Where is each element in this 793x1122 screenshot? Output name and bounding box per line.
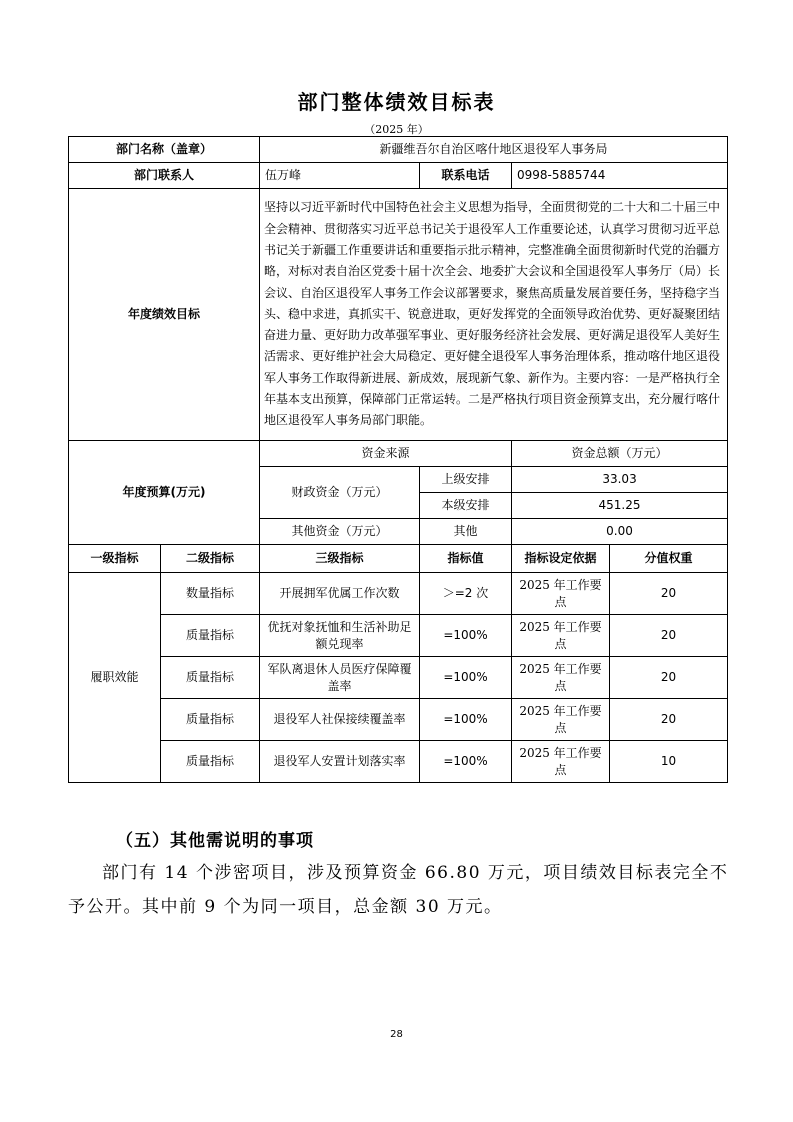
indicator-row [69,573,728,615]
basis-cell: 2025 年工作要点 [512,615,610,657]
contact-label: 部门联系人 [69,163,260,189]
header-basis: 指标设定依据 [512,545,610,573]
basis-cell: 2025 年工作要点 [512,741,610,783]
indicator-row [69,657,728,699]
dept-name-label: 部门名称（盖章） [69,137,260,163]
weight-cell: 20 [610,657,728,699]
phone-value: 0998-5885744 [512,163,728,189]
goal-label: 年度绩效目标 [69,189,260,441]
level2-cell: 质量指标 [161,699,260,741]
local-value: 451.25 [512,493,728,519]
page-number: 28 [390,1029,403,1040]
weight-cell: 20 [610,573,728,615]
goal-row [69,189,728,441]
goal-text: 坚持以习近平新时代中国特色社会主义思想为指导，全面贯彻党的二十大和二十届三中全会精神、贯彻落实习近平总书记关于退役军人工作重要论述，认真学习贯彻习近平总书记关于新疆工作重要讲话和重要指示批示精神，完整准确全面贯彻新时代党的治疆方略，对标对表自治区党委十届十次全会、地委扩大会议和全国退役军人事务厅（局）长会议、自治区退役军人事务工作会议部署要求，聚焦高质量发展首要任务，坚持稳字当头、稳中求进，真抓实干、锐意进取，更好发挥党的全面领导政治优势、更好凝聚团结奋进力量、更好助力改革强军事业、更好服务经济社会发展、更好满足退役军人美好生活需求、更好维护社会大局稳定、更好健全退役军人事务治理体系，推动喀什地区退役军人事务工作取得新进展、新成效，展现新气象、新作为。主要内容：一是严格执行全年基本支出预算，保障部门正常运转。二是严格执行项目资金预算支出，充分履行喀什地区退役军人事务局部门职能。 [260,189,728,441]
level3-cell: 优抚对象抚恤和生活补助足额兑现率 [260,615,420,657]
header-level2: 二级指标 [161,545,260,573]
other-sub-label: 其他 [420,519,512,545]
indicator-header-row [69,545,728,573]
fiscal-label: 财政资金（万元） [260,467,420,519]
indicator-row [69,699,728,741]
upper-value: 33.03 [512,467,728,493]
header-level1: 一级指标 [69,545,161,573]
other-value: 0.00 [512,519,728,545]
dept-name-value: 新疆维吾尔自治区喀什地区退役军人事务局 [260,137,728,163]
budget-header-row [69,441,728,467]
body-paragraph: 部门有 14 个涉密项目，涉及预算资金 66.80 万元，项目绩效目标表完全不予公开。其中前 9 个为同一项目，总金额 30 万元。 [68,863,729,917]
basis-cell: 2025 年工作要点 [512,573,610,615]
value-cell: =100% [420,657,512,699]
performance-table [68,136,728,783]
header-level3: 三级指标 [260,545,420,573]
basis-cell: 2025 年工作要点 [512,657,610,699]
value-cell: =100% [420,741,512,783]
value-cell: =100% [420,615,512,657]
header-weight: 分值权重 [610,545,728,573]
other-label: 其他资金（万元） [260,519,420,545]
contact-value: 伍万峰 [260,163,420,189]
level3-cell: 退役军人安置计划落实率 [260,741,420,783]
section-heading: （五）其他需说明的事项 [116,831,314,851]
level2-cell: 质量指标 [161,741,260,783]
weight-cell: 20 [610,699,728,741]
value-cell: ＞=2 次 [420,573,512,615]
level1-cell: 履职效能 [69,573,161,783]
level3-cell: 退役军人社保接续覆盖率 [260,699,420,741]
level2-cell: 质量指标 [161,657,260,699]
weight-cell: 20 [610,615,728,657]
value-cell: =100% [420,699,512,741]
basis-cell: 2025 年工作要点 [512,699,610,741]
header-value: 指标值 [420,545,512,573]
level2-cell: 数量指标 [161,573,260,615]
local-label: 本级安排 [420,493,512,519]
budget-label: 年度预算(万元) [69,441,260,545]
level2-cell: 质量指标 [161,615,260,657]
level3-cell: 开展拥军优属工作次数 [260,573,420,615]
phone-label: 联系电话 [420,163,512,189]
indicator-row [69,741,728,783]
dept-name-row [69,137,728,163]
source-header: 资金来源 [260,441,512,467]
upper-label: 上级安排 [420,467,512,493]
level3-cell: 军队离退休人员医疗保障覆盖率 [260,657,420,699]
page-title: 部门整体绩效目标表 [297,90,496,114]
dept-contact-row [69,163,728,189]
year-label: （2025 年） [364,123,429,136]
total-header: 资金总额（万元） [512,441,728,467]
weight-cell: 10 [610,741,728,783]
indicator-row [69,615,728,657]
